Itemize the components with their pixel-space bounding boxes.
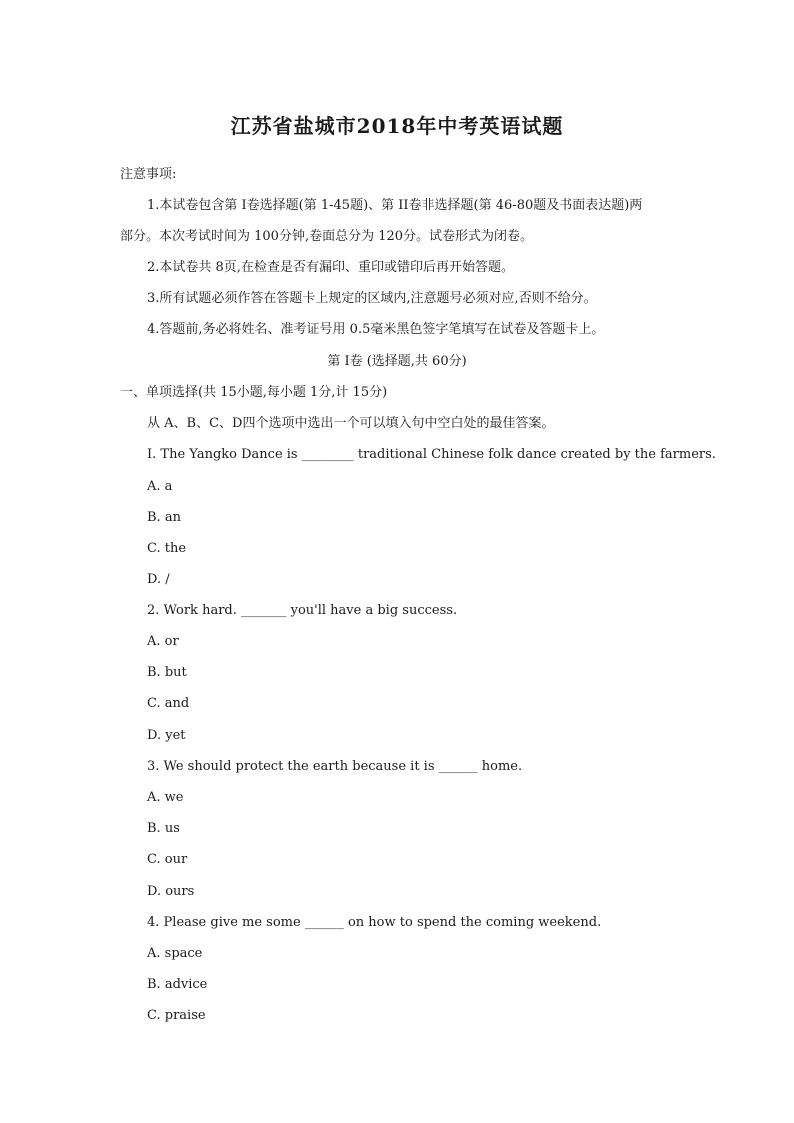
question-1-stem: I. The Yangko Dance is ________ traditional Chinese folk dance created by the farmers. bbox=[147, 447, 716, 462]
question-3-option-c: C. our bbox=[147, 852, 188, 867]
page-title: 江苏省盐城市2018年中考英语试题 bbox=[230, 114, 564, 138]
question-3-option-a: A. we bbox=[147, 790, 184, 805]
note-2: 2.本试卷共 8页,在检查是否有漏印、重印或错印后再开始答题。 bbox=[147, 260, 514, 275]
section-heading: 一、单项选择(共 15小题,每小题 1分,计 15分) bbox=[120, 385, 388, 400]
question-2-option-b: B. but bbox=[147, 665, 187, 680]
note-1: 1.本试卷包含第 I卷选择题(第 1-45题)、第 II卷非选择题(第 46-80题及书面表达题)两 bbox=[147, 198, 643, 213]
question-2-option-a: A. or bbox=[147, 634, 179, 649]
question-3-option-b: B. us bbox=[147, 821, 180, 836]
part-heading: 第 I卷 (选择题,共 60分) bbox=[327, 354, 467, 369]
question-2-stem: 2. Work hard. _______ you'll have a big success. bbox=[147, 603, 458, 618]
question-4-option-a: A. space bbox=[147, 946, 203, 961]
note-1-continued: 部分。本次考试时间为 100分钟,卷面总分为 120分。试卷形式为闭卷。 bbox=[120, 229, 534, 244]
notice-heading: 注意事项: bbox=[120, 167, 177, 182]
question-1-option-d: D. / bbox=[147, 572, 170, 587]
note-3: 3.所有试题必须作答在答题卡上规定的区域内,注意题号必须对应,否则不给分。 bbox=[147, 291, 597, 306]
question-4-option-b: B. advice bbox=[147, 977, 208, 992]
question-1-option-c: C. the bbox=[147, 541, 187, 556]
question-4-stem: 4. Please give me some ______ on how to spend the coming weekend. bbox=[147, 915, 602, 930]
question-3-stem: 3. We should protect the earth because it is ______ home. bbox=[147, 759, 523, 774]
question-1-option-a: A. a bbox=[147, 479, 173, 494]
question-3-option-d: D. ours bbox=[147, 884, 195, 899]
question-2-option-c: C. and bbox=[147, 696, 190, 711]
question-4-option-c: C. praise bbox=[147, 1008, 206, 1023]
section-instruction: 从 A、B、C、D四个选项中选出一个可以填入句中空白处的最佳答案。 bbox=[147, 416, 555, 431]
question-2-option-d: D. yet bbox=[147, 728, 186, 743]
note-4: 4.答题前,务必将姓名、准考证号用 0.5毫米黑色签字笔填写在试卷及答题卡上。 bbox=[147, 322, 605, 337]
question-1-option-b: B. an bbox=[147, 510, 181, 525]
